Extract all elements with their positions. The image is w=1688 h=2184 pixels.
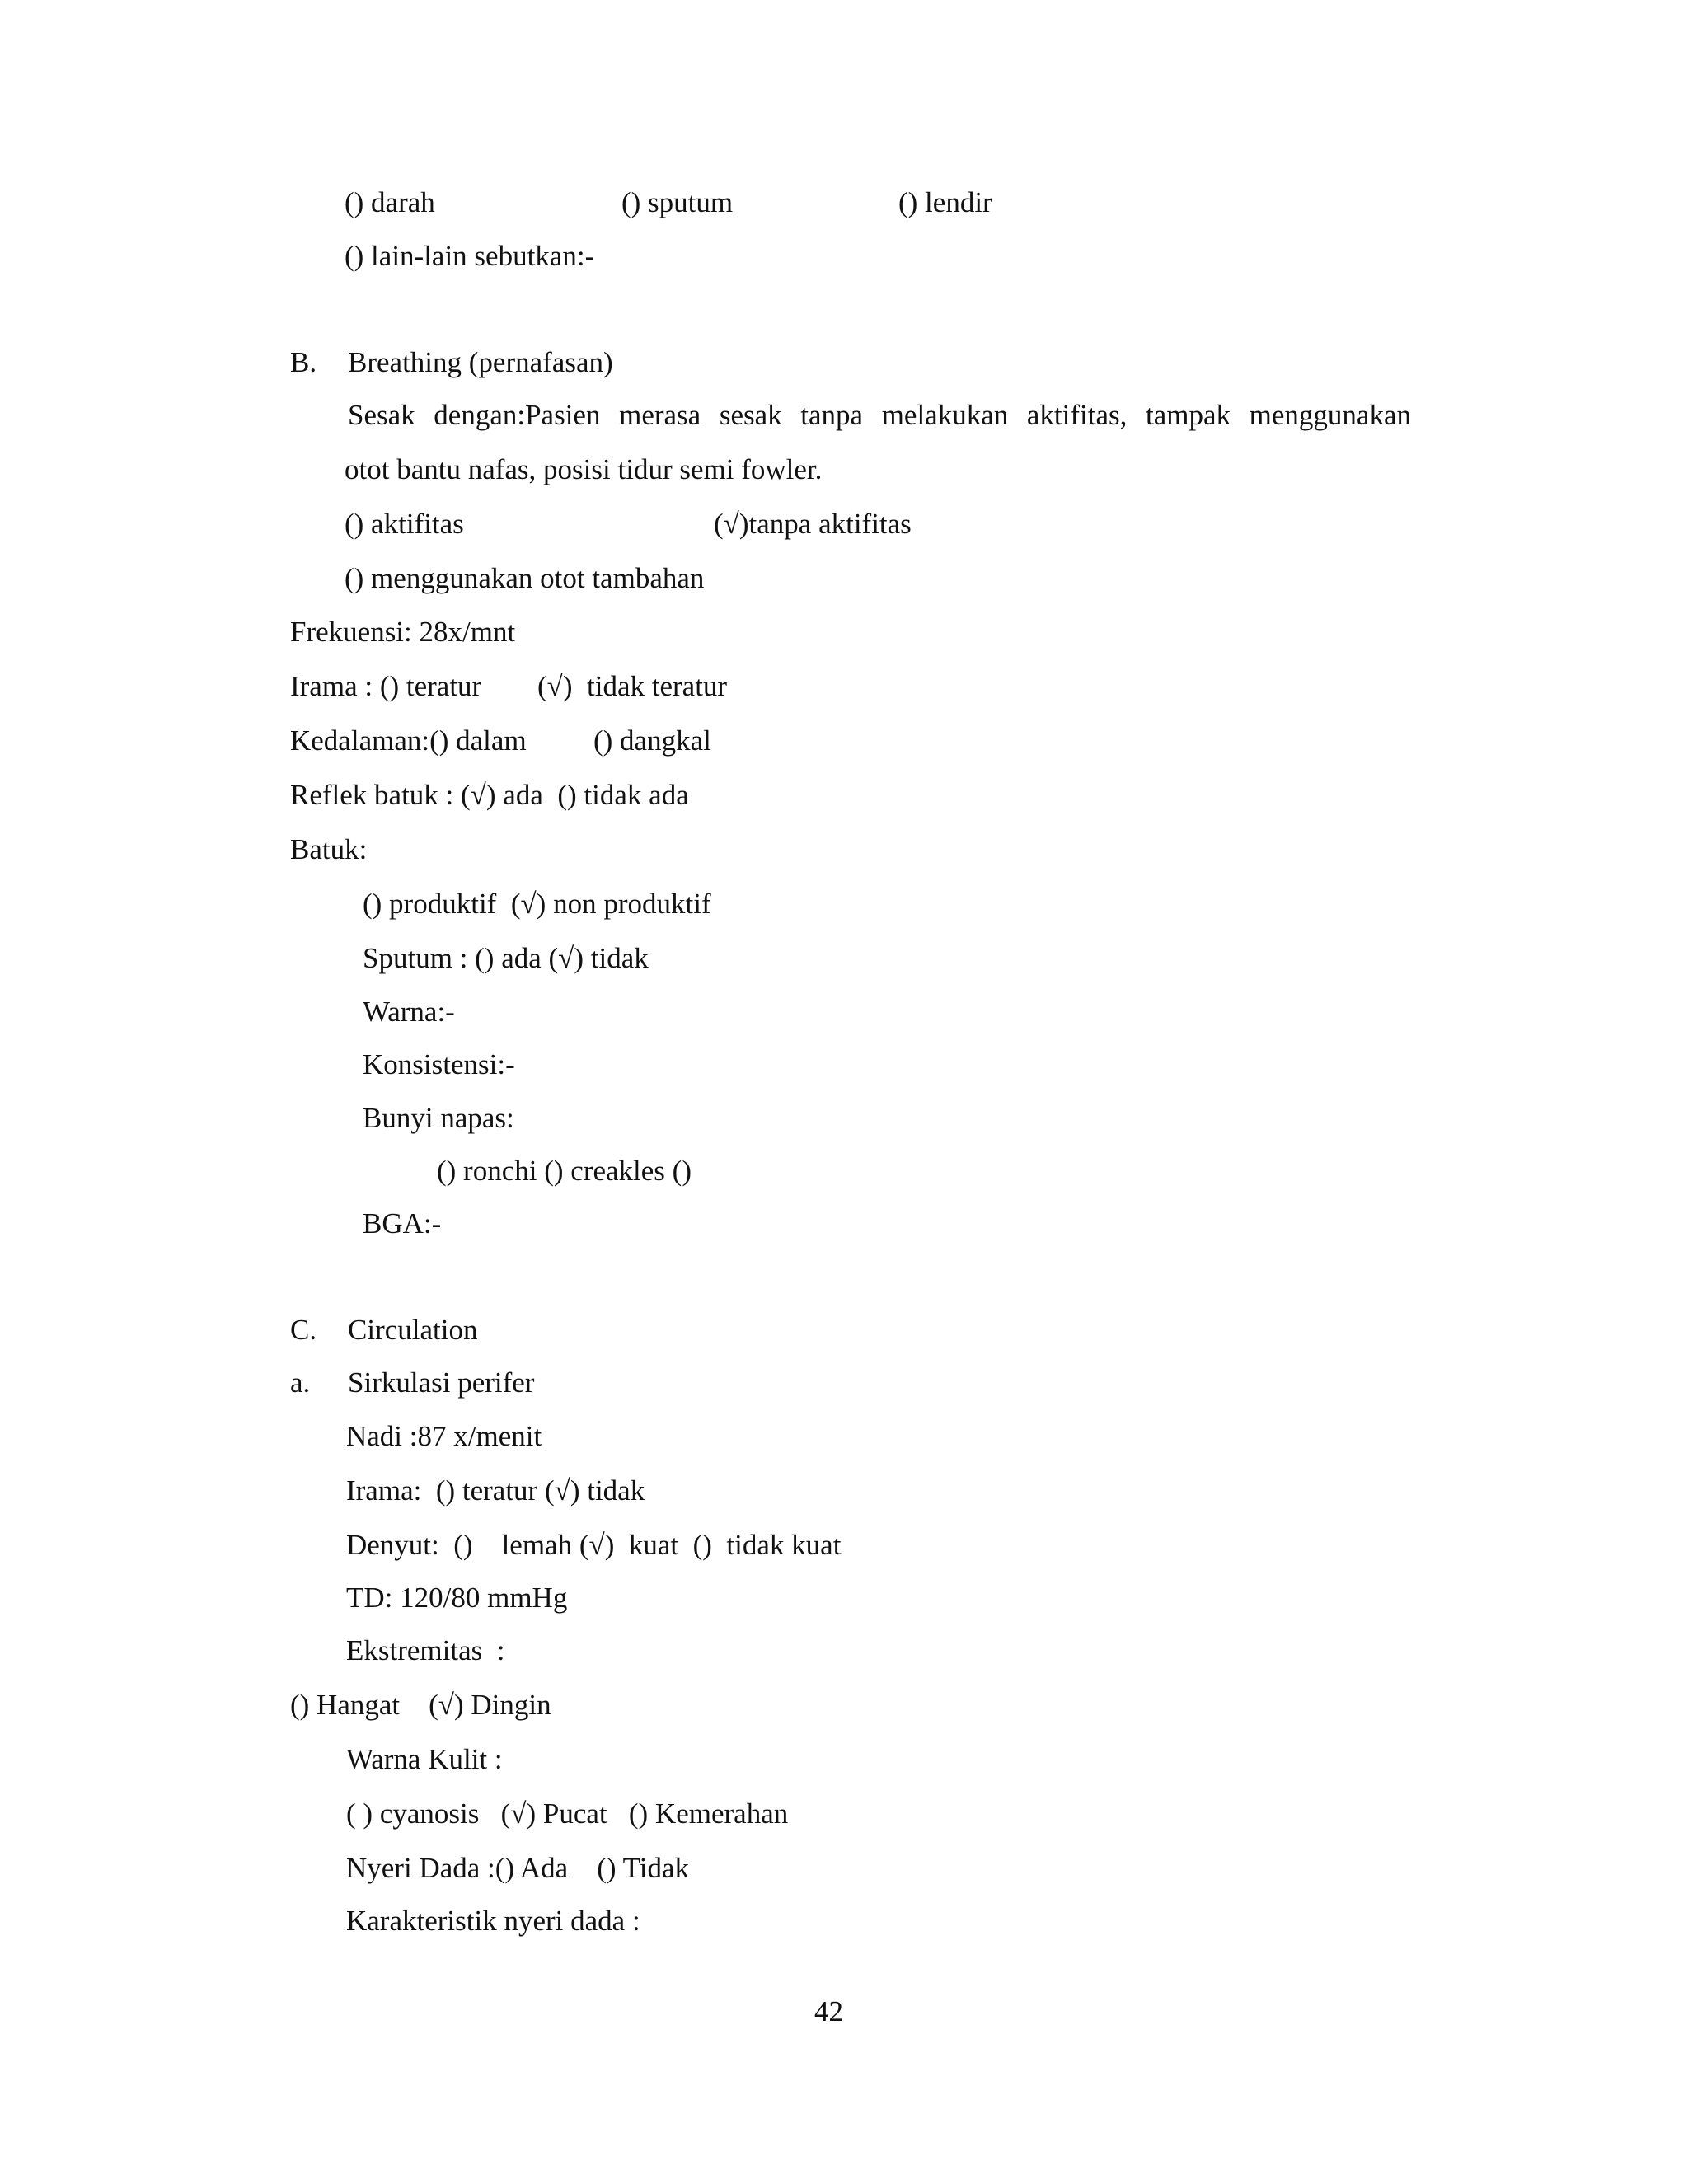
kedalaman-dangkal: () dangkal (593, 724, 711, 757)
option-aktifitas: () aktifitas (345, 508, 464, 540)
page-number: 42 (814, 1995, 843, 2027)
irama-nadi-line: Irama: () teratur (√) tidak (346, 1474, 645, 1507)
nadi-line: Nadi :87 x/menit (346, 1420, 542, 1452)
produktif-line: () produktif (√) non produktif (363, 888, 711, 920)
sputum-line: Sputum : () ada (√) tidak (363, 942, 649, 974)
batuk-label: Batuk: (290, 833, 368, 865)
section-title-circulation: Circulation (348, 1314, 478, 1346)
karakteristik-nyeri-line: Karakteristik nyeri dada : (346, 1905, 640, 1937)
warna-kulit-options: ( ) cyanosis (√) Pucat () Kemerahan (346, 1797, 789, 1830)
section-marker-b: B. (290, 346, 317, 378)
section-title-breathing: Breathing (pernafasan) (348, 346, 613, 378)
ekstremitas-label: Ekstremitas : (346, 1634, 505, 1666)
option-sputum: () sputum (621, 186, 734, 218)
konsistensi-line: Konsistensi:- (363, 1048, 515, 1080)
frekuensi-line: Frekuensi: 28x/mnt (290, 616, 516, 648)
reflek-batuk-line: Reflek batuk : (√) ada () tidak ada (290, 779, 689, 811)
sesak-description-line1: Sesak dengan:Pasien merasa sesak tanpa melakukan aktifitas, tampak menggunakan (348, 399, 1411, 431)
bga-line: BGA:- (363, 1207, 442, 1240)
option-lain-lain: () lain-lain sebutkan:- (345, 240, 595, 272)
nyeri-dada-line: Nyeri Dada :() Ada () Tidak (346, 1852, 690, 1884)
irama-tidak-teratur: (√) tidak teratur (537, 670, 728, 702)
subsection-marker-a: a. (290, 1366, 311, 1399)
irama-label: Irama : () teratur (290, 670, 482, 702)
option-otot-tambahan: () menggunakan otot tambahan (345, 562, 705, 594)
bunyi-napas-label: Bunyi napas: (363, 1102, 514, 1134)
section-marker-c: C. (290, 1314, 317, 1346)
kedalaman-label: Kedalaman:() dalam (290, 724, 527, 757)
bunyi-napas-options: () ronchi () creakles () (437, 1155, 692, 1187)
warna-line: Warna:- (363, 996, 455, 1028)
hangat-dingin-line: () Hangat (√) Dingin (290, 1689, 551, 1721)
sesak-description-line2: otot bantu nafas, posisi tidur semi fowler. (345, 453, 823, 485)
subsection-title-sirkulasi: Sirkulasi perifer (348, 1366, 535, 1399)
option-tanpa-aktifitas: (√)tanpa aktifitas (714, 508, 912, 540)
option-darah: () darah (345, 186, 435, 218)
denyut-line: Denyut: () lemah (√) kuat () tidak kuat (346, 1529, 842, 1561)
option-lendir: () lendir (898, 186, 992, 218)
td-line: TD: 120/80 mmHg (346, 1582, 568, 1614)
warna-kulit-label: Warna Kulit : (346, 1743, 503, 1775)
